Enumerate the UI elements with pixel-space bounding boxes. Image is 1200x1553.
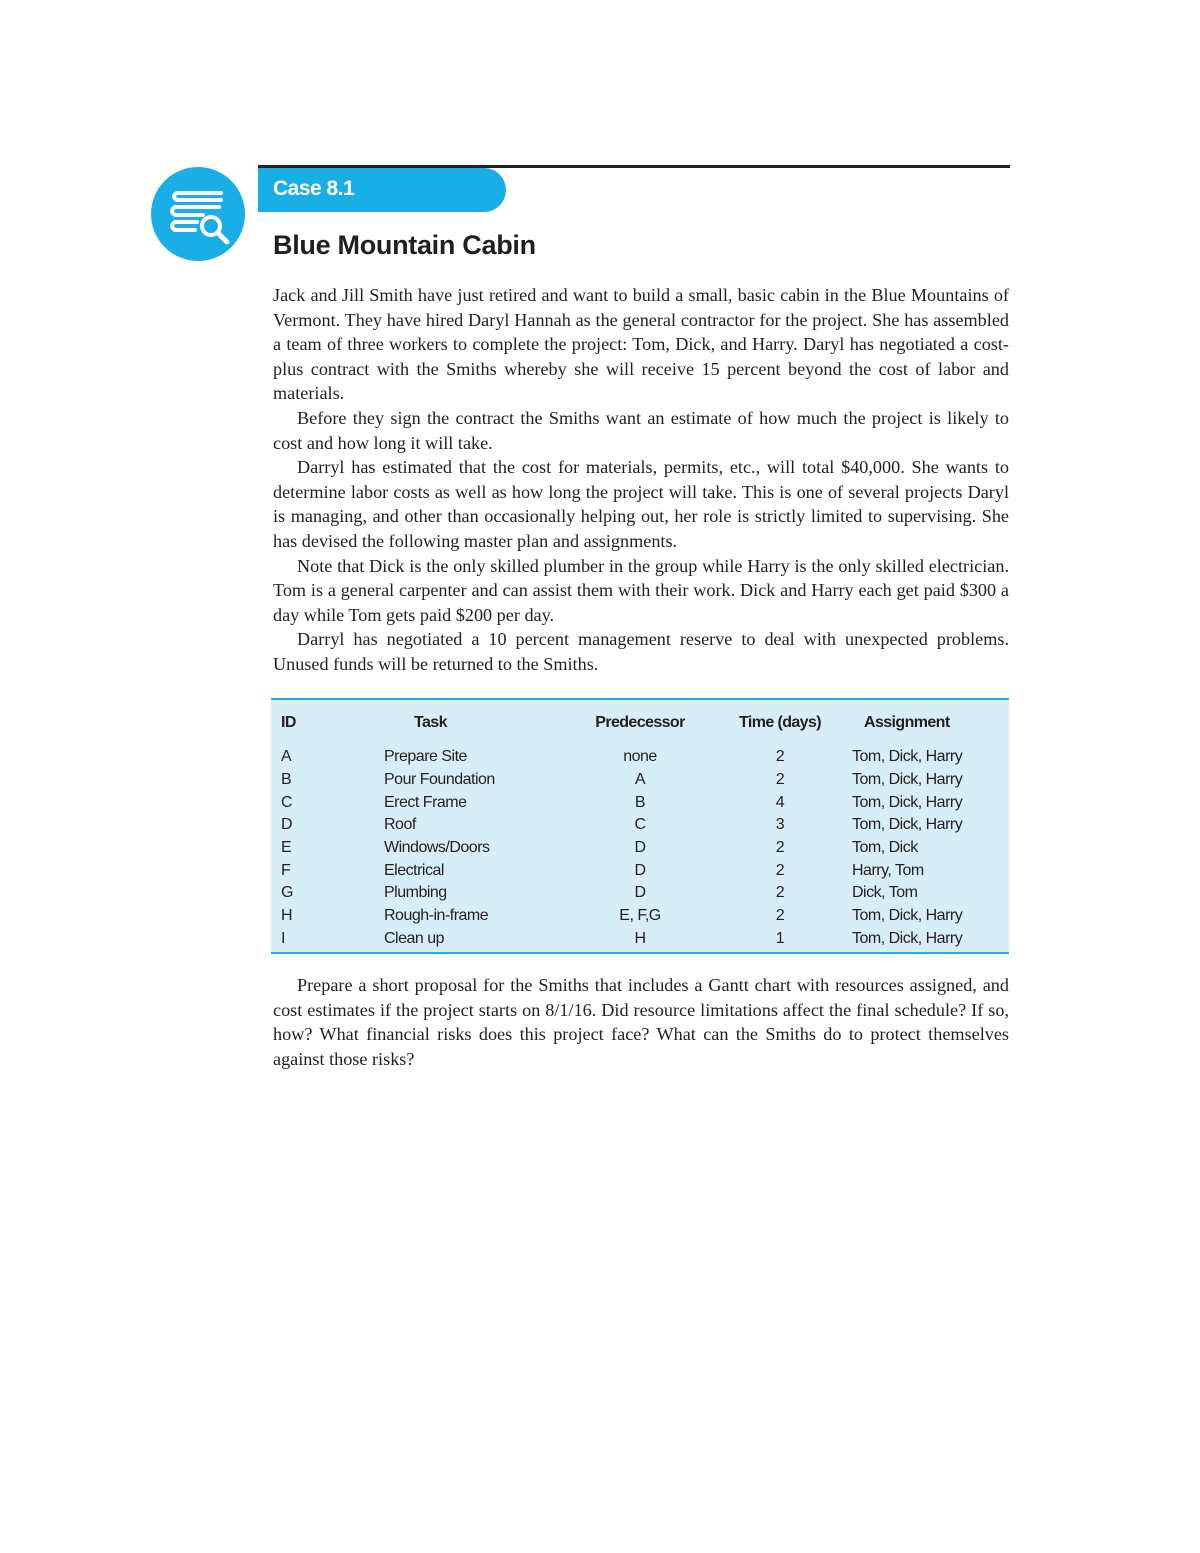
table-row bbox=[271, 928, 1061, 951]
header-task: Task bbox=[414, 714, 447, 731]
header-id: ID bbox=[281, 714, 296, 731]
cell-assignment: Tom, Dick, Harry bbox=[852, 771, 963, 789]
cell-task: Erect Frame bbox=[384, 793, 467, 811]
cell-predecessor: H bbox=[634, 929, 646, 947]
table-row bbox=[271, 859, 1061, 882]
table-row bbox=[271, 814, 1061, 837]
cell-task: Electrical bbox=[384, 861, 444, 879]
cell-time: 4 bbox=[775, 793, 785, 811]
cell-id: I bbox=[281, 929, 285, 947]
cell-id: A bbox=[281, 748, 292, 766]
cell-assignment: Tom, Dick, Harry bbox=[852, 816, 963, 834]
cell-time: 2 bbox=[775, 907, 785, 925]
books-magnifier-icon bbox=[151, 167, 245, 261]
header-time: Time (days) bbox=[738, 714, 822, 731]
cell-id: D bbox=[281, 816, 293, 834]
cell-time: 2 bbox=[775, 884, 785, 902]
cell-predecessor: D bbox=[634, 839, 646, 857]
table-row bbox=[271, 905, 1061, 928]
cell-id: E bbox=[281, 839, 292, 857]
cell-predecessor: A bbox=[634, 771, 646, 789]
cell-assignment: Tom, Dick bbox=[852, 839, 918, 857]
cell-id: F bbox=[281, 861, 291, 879]
case-title: Blue Mountain Cabin bbox=[273, 230, 536, 260]
cell-assignment: Harry, Tom bbox=[852, 861, 924, 879]
cell-predecessor: D bbox=[634, 861, 646, 879]
cell-task: Roof bbox=[384, 816, 416, 834]
paragraph: Darryl has negotiated a 10 percent management reserve to deal with unexpected problems. Unused funds will be returned to the Smiths. bbox=[273, 629, 1009, 674]
cell-predecessor: none bbox=[623, 748, 657, 766]
cell-assignment: Tom, Dick, Harry bbox=[852, 907, 963, 925]
case-body bbox=[273, 283, 1009, 677]
cell-time: 2 bbox=[775, 861, 785, 879]
paragraph: Note that Dick is the only skilled plumber in the group while Harry is the only skilled electrician. Tom is a general carpenter and can assist them with their work. Dick and Harry each get paid $300 a day while Tom gets paid $200 per day. bbox=[273, 555, 1009, 625]
cell-id: C bbox=[281, 793, 293, 811]
cell-assignment: Tom, Dick, Harry bbox=[852, 929, 963, 947]
cell-assignment: Dick, Tom bbox=[852, 884, 918, 902]
table-header-row bbox=[271, 706, 1061, 740]
plan-table bbox=[271, 706, 1061, 950]
cell-task: Plumbing bbox=[384, 884, 447, 902]
cell-task: Clean up bbox=[384, 929, 445, 947]
cell-predecessor: D bbox=[634, 884, 646, 902]
paragraph: Before they sign the contract the Smiths want an estimate of how much the project is likely to cost and how long it will take. bbox=[273, 407, 1009, 453]
cell-assignment: Tom, Dick, Harry bbox=[852, 748, 963, 766]
cell-id: G bbox=[281, 884, 293, 902]
cell-time: 2 bbox=[775, 771, 785, 789]
paragraph: Darryl has estimated that the cost for materials, permits, etc., will total $40,000. She wants to determine labor costs as well as how long the project will take. This is one of several projects Daryl is managing, and other than occasionally helping out, her role is strictly limited to supervising. She has devised the following master plan and assignments. bbox=[273, 457, 1009, 551]
table-row bbox=[271, 882, 1061, 905]
cell-time: 2 bbox=[775, 839, 785, 857]
cell-time: 1 bbox=[775, 929, 785, 947]
closing-text bbox=[273, 973, 1009, 1071]
master-plan-table bbox=[271, 698, 1009, 954]
cell-predecessor: C bbox=[634, 816, 646, 834]
cell-task: Prepare Site bbox=[384, 748, 467, 766]
cell-assignment: Tom, Dick, Harry bbox=[852, 793, 963, 811]
cell-predecessor: E, F,G bbox=[619, 907, 661, 925]
cell-id: H bbox=[281, 907, 293, 925]
cell-predecessor: B bbox=[634, 793, 646, 811]
header-assignment: Assignment bbox=[864, 714, 950, 731]
table-row bbox=[271, 837, 1061, 860]
cell-time: 3 bbox=[775, 816, 785, 834]
table-row bbox=[271, 746, 1061, 769]
cell-task: Rough-in-frame bbox=[384, 907, 489, 925]
cell-task: Pour Foundation bbox=[384, 771, 495, 789]
cell-task: Windows/Doors bbox=[384, 839, 490, 857]
case-label: Case 8.1 bbox=[258, 168, 506, 212]
cell-id: B bbox=[281, 771, 292, 789]
closing-paragraph: Prepare a short proposal for the Smiths that includes a Gantt chart with resources assigned, and cost estimates if the project starts on 8/1/16. Did resource limitations affect the final schedule? If so, how? What financial risks does this project face? What can the Smiths do to protect themselves against those risks? bbox=[273, 975, 1009, 1069]
table-row bbox=[271, 769, 1061, 792]
paragraph: Jack and Jill Smith have just retired and want to build a small, basic cabin in the Blue Mountains of Vermont. They have hired Daryl Hannah as the general contractor for the project. She has assembled a team of three workers to complete the project: Tom, Dick, and Harry. Daryl has negotiated a cost-plus contract with the Smiths whereby she will receive 15 percent beyond the cost of labor and materials. bbox=[273, 285, 1009, 404]
table-row bbox=[271, 791, 1061, 814]
header-predecessor: Predecessor bbox=[595, 714, 685, 731]
cell-time: 2 bbox=[775, 748, 785, 766]
